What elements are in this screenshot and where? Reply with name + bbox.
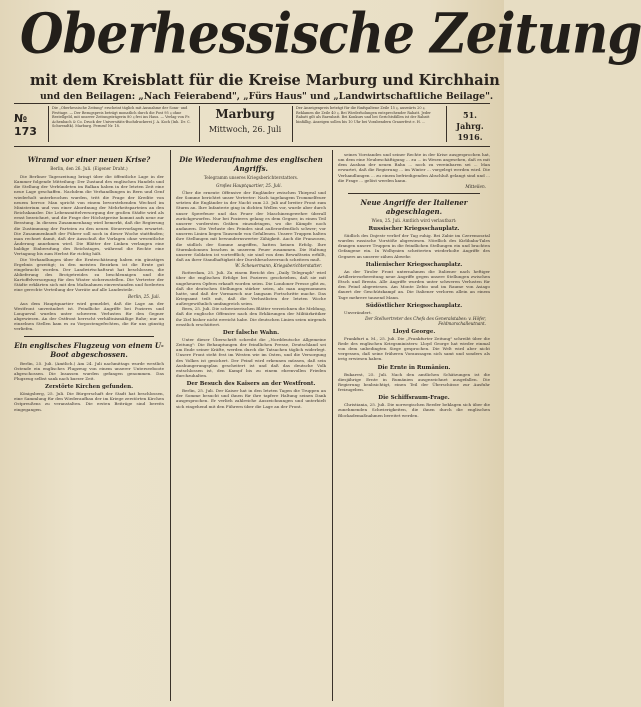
article-paragraph: Christiania, 25. Juli. Die norwegischen Reeder beklagen sich über die zunehmenden Schwierigkeiten, die ihnen durch die englischen Blockademaßnahmen bereitet werden. <box>338 402 490 418</box>
article-paragraph: An der Tiroler Front unternahmen die Italiener nach heftiger Artillerievorbereitung neue Angriffe gegen unsere Stellungen zwischen Etsch und Brenta. Alle Angriffe wurden unter schweren Verlusten für den Feind abgewiesen. Am Monte Zebio und im Raume von Asiago dauert der Geschützkampf an. Die Italiener verloren allein an einem Tage mehrere tausend Mann. <box>338 268 490 300</box>
article-subheading: Der falsche Wahn. <box>222 329 280 336</box>
issue-date: Mittwoch, 26. Juli <box>208 125 282 134</box>
article-subheading: Der Besuch des Kaisers an der Westfront. <box>186 381 316 388</box>
column-divider <box>170 150 171 701</box>
article-subheading: Italienischer Kriegsschauplatz. <box>365 261 463 268</box>
issue-number: № 173 <box>14 112 37 138</box>
article-paragraph: seines Vorstandes und seiner Rechte in der Krise ausgesprochen hat, um dem eine Neubeschäftigung ... zu ... in Wesen angesehen, daß es mit dem Ausbau der neuen Bahn ... noch zu vereinbaren sei ... Man erwartet, daß die Regierung ... im Winter ... vorgelegt werden wird. Die Verhandlungen ... zu einem befriedigenden Abschluß gelangt sind und ... die Frage ... gelöst werden kann. <box>338 152 490 183</box>
article-subheading: Die Schiffsraum-Frage. <box>378 395 450 402</box>
article-paragraph: Die Verhandlungen über die Ernteschätzung haben ein günstiges Ergebnis gezeitigt; in den meisten Bezirken ist die Ernte gut eingebracht worden. Der Landwirtschaftsrat hat beschlossen, die Ablieferung des Brotgetreides zu beschleunigen und die Kartoffelversorgung für den Winter sicherzustellen. Die Vertreter der Städte erklärten sich mit den Maßnahmen einverstanden und forderten eine gerechte Verteilung der Vorräte auf alle Landesteile. <box>14 256 164 293</box>
article-paragraph: Über die erneute Offensive der Engländer zwischen Thiepval und der Somme berichtet unser Vertreter: Nach tagelangem Trommelfeuer setzten die Engländer in der Nacht zum 23. Juli auf breiter Front zum Sturm an. Ihre Infanterie ging in dichten Wellen vor, wurde aber durch unser Sperrfeuer und das Feuer der Maschinengewehre überall zurückgeworfen. Nur bei Pozieres gelang es dem Gegner, in einen Teil unserer vordersten Gräben einzudringen, wo die Kämpfe noch andauern. Die Verluste des Feindes sind außerordentlich schwer; vor unseren Linien liegen Tausende von Gefallenen. Unsere Truppen halten ihre Stellungen mit bewundernswerter Zähigkeit. Auch die Franzosen, die südlich der Somme angriffen, hatten keinen Erfolg. Ihre Sturmkolonnen brachen in unserem Feuer zusammen. Die Haltung unserer Soldaten ist vortrefflich; sie sind von dem Bewußtsein erfüllt, daß an ihrer Standhaftigkeit der Durchbruchsversuch scheitern muß. <box>176 190 326 263</box>
advertising-notice: Der Anzeigenpreis beträgt für die fünfspaltene Zeile 15 ₰, auswärts 20 ₰. Reklamen die Zeile 40 ₰. Bei Wiederholungen entsprechender Rabatt. Jeder Rabatt gilt als Barrabatt. Bei Konkurs und bei Gerichtsfällen ist der Rabatt hinfällig. Anzeigen sollen bis 10 Uhr bei Vorabendern Grauerfest e. H. ... <box>296 106 431 124</box>
article-paragraph: Unter dieser Überschrift schreibt die „Norddeutsche Allgemeine Zeitung": Die Behauptungen der feindlichen Presse, Deutschland sei am Ende seiner Kräfte, werden durch die Tatsachen täglich widerlegt. Unsere Front steht fest im Westen wie im Osten, und die Versorgung des Volkes ist gesichert. Der Feind wird erkennen müssen, daß sein Aushungerungsplan gescheitert ist und daß das deutsche Volk entschlossen ist, den Kampf bis zu einem ehrenvollen Frieden durchzuhalten. <box>176 336 326 378</box>
article-signature: Der Stellvertreter des Chefs des Generalstabes: v. Höfer, Feldmarschalleutnant. <box>365 315 486 326</box>
article-paragraph: Unverändert. <box>344 309 372 315</box>
section-divider <box>348 193 480 194</box>
article-paragraph: Berlin, 25. Juli. (Amtlich.) Am 24. Juli nachmittags wurde westlich Ostende ein englisches Flugzeug von einem unserer Unterseeboote abgeschossen. Die Insassen wurden gefangen genommen. Das Flugzeug selbst sank nach kurzer Zeit. <box>14 360 164 381</box>
article-paragraph: Aus dem Hauptquartier wird gemeldet, daß die Lage an der Westfront unverändert ist. Feindliche Angriffe bei Pozieres und Longueval wurden unter schweren Verlusten für den Gegner abgewiesen. An der Ostfront herrscht verhältnismäßige Ruhe; nur an einzelnen Stellen kam es zu Vorpostengefechten, die für uns günstig verliefen. <box>14 300 164 332</box>
article-dateline: Großes Hauptquartier, 25. Juli. <box>216 183 282 188</box>
masthead-supplements: und den Beilagen: „Nach Feierabend", „Fürs Haus" und „Landwirtschaftliche Beilage". <box>40 91 494 102</box>
article-signature: Berlin, 25. Juli. <box>128 293 160 299</box>
column-left <box>14 152 164 701</box>
article-subheading: Zerstörte Kirchen gefunden. <box>44 384 134 391</box>
column-divider <box>332 150 333 701</box>
city-name: Marburg <box>215 107 275 121</box>
dateline <box>200 107 290 134</box>
article-paragraph: Südlich des Dnjestr verlief der Tag ruhig. Bei Zabie im Czeremosztal wurden russische Vorstöße abgewiesen. Nördlich des Kirlibaba-Tales drangen unsere Truppen in die feindlichen Stellungen ein und brachten Gefangene ein. In Wolhynien scheiterten wiederholte Angriffe des Gegners an unserer zähen Abwehr. <box>338 232 490 259</box>
masthead-subtitle: mit dem Kreisblatt für die Kreise Marburg und Kirchhain <box>30 72 500 89</box>
article-dateline: Berlin, den 26. Juli. (Eigener Draht.) <box>50 166 128 171</box>
article-paragraph: Frankfurt a. M., 25. Juli. Die „Frankfurter Zeitung" schreibt über die Rede des englischen Kriegsministers: Lloyd George hat wieder einmal von dem unbedingten Siege gesprochen. Die Welt wird aber nicht vergessen, daß seine früheren Voraussagen sich samt und sonders als irrig erwiesen haben. <box>338 335 490 362</box>
article-dateline: Wien, 25. Juli. Amtlich wird verlautbart: <box>371 217 457 223</box>
article-paragraph: Rotterdam, 25. Juli. Zu einem Bericht des „Daily Telegraph" wird über die englischen Erfolge bei Pozieres geschrieben, daß sie mit ungeheuren Opfern erkauft worden seien. Die Londoner Presse gibt zu, daß die deutschen Stellungen stärker seien, als man angenommen hatte, und daß der Vormarsch nur langsam Fortschritte mache. Das Kriegsamt teilt mit, daß die Verlustlisten der letzten Woche außergewöhnlich umfangreich seien. <box>176 270 326 307</box>
article-paragraph: Die Berliner Tageszeitung bringt über die öffentliche Lage in der Kammer folgende Mitteilung: Der Zustand des englischen Handels und die Stellung der Verbündeten im Balkan haben in der letzten Zeit eine neue Lage geschaffen. Nachdem die Verhandlungen in Bern und Genf wiederholt unterbrochen wurden, tritt die Frage der Kredite von neuem hervor. Man spricht von einem bevorstehenden Wechsel im Ministerium und von einer Abordnung der Mehrheitsparteien an den Reichskanzler. Die Lebensmittelversorgung der großen Städte wird als ernst bezeichnet, und die Frage der Höchstpreise kommt aufs neue zur Beratung. In diesem Zusammenhang wird bemerkt, daß die Regierung die Zustimmung der Parteien zu den neuen Steuervorlagen erwartet. Die Zusammenkunft der Führer soll noch in dieser Woche stattfinden; man rechnet damit, daß der Ausschuß die Vorlagen ohne wesentliche Änderung annehmen wird. Die Blätter der Linken verlangen eine baldige Einberufung des Reichstages, während die Rechte eine Vertagung bis zum Herbst für richtig hält. <box>14 174 164 257</box>
article-paragraph: Bern, 25. Juli. Die schweizerischen Blätter verzeichnen die Meldung, daß die englische Offensive nach den Erklärungen der Militärkritiker ihr Ziel bisher nicht erreicht habe. Die deutschen Linien seien nirgends ernstlich erschüttert. <box>176 306 326 327</box>
article-subheading: Russischer Kriegsschauplatz. <box>368 225 460 232</box>
divider <box>48 106 49 142</box>
column-middle <box>176 152 326 701</box>
article-signature: Mitteilen. <box>465 183 486 189</box>
article-dateline: Telegramm unseres Kriegsberichterstatters. <box>203 175 299 180</box>
article-heading: Die Wiederaufnahme des englischen Angriffs. <box>179 155 323 173</box>
article-heading: Neue Angriffe der Italiener abgeschlagen. <box>360 197 468 216</box>
divider <box>446 106 447 142</box>
subscription-notice: Die „Oberhessische Zeitung" erscheint täglich mit Ausnahme der Sonn- und Festtage. — Der Bezugspreis beträgt monatlich durch die Post 95 ₰ ohne Bestellgeld, mit unserer Zeitungsträgerin 80 ₰ frei ins Haus. — Verlag von Fr. Achenbach & Co. Druck der Universitäts-Buchdruckerei J. A. Koch (Inh. Dr. C. Schwendtk). Marburg. Fernruf Nr. 18. <box>52 106 191 129</box>
article-paragraph: Bukarest, 25. Juli. Nach den amtlichen Schätzungen ist die diesjährige Ernte in Rumänien ausgezeichnet ausgefallen. Die Regierung beabsichtigt, einen Teil der Überschüsse zur Ausfuhr freizugeben. <box>338 371 490 393</box>
column-right <box>338 152 490 701</box>
article-paragraph: Berlin, 25. Juli. Der Kaiser hat in den letzten Tagen die Truppen an der Somme besucht und ihnen für ihre tapfere Haltung seinen Dank ausgesprochen. Er verlieh zahlreiche Auszeichnungen und unterhielt sich eingehend mit den Führern über die Lage an der Front. <box>176 388 326 409</box>
section-divider <box>24 336 154 337</box>
article-subheading: Lloyd George. <box>392 328 436 335</box>
article-signature: W. Scheuermann, Kriegsberichterstatter. <box>235 263 322 269</box>
volume: 51. Jahrg. <box>456 110 484 131</box>
article-paragraph: Königsberg, 25. Juli. Die Bürgerschaft der Stadt hat beschlossen, eine Sammlung für den Wiederaufbau der im Kriege zerstörten Kirchen Ostpreußens zu veranstalten. Die ersten Beiträge sind bereits eingegangen. <box>14 391 164 412</box>
article-subheading: Südöstlicher Kriegsschauplatz. <box>365 302 463 309</box>
volume-year <box>450 110 490 143</box>
bottom-rule <box>14 146 490 147</box>
divider <box>292 106 293 142</box>
article-subheading: Die Ernte in Rumänien. <box>377 364 451 371</box>
year: 1916. <box>457 132 483 142</box>
article-heading: Wiramd vor einer neuen Krise? <box>27 155 151 164</box>
article-heading: Ein englisches Flugzeug von einem U-Boot abgeschossen. <box>14 340 164 359</box>
info-bar <box>14 104 490 144</box>
masthead-title: Oberhessische Zeitung <box>20 1 641 66</box>
